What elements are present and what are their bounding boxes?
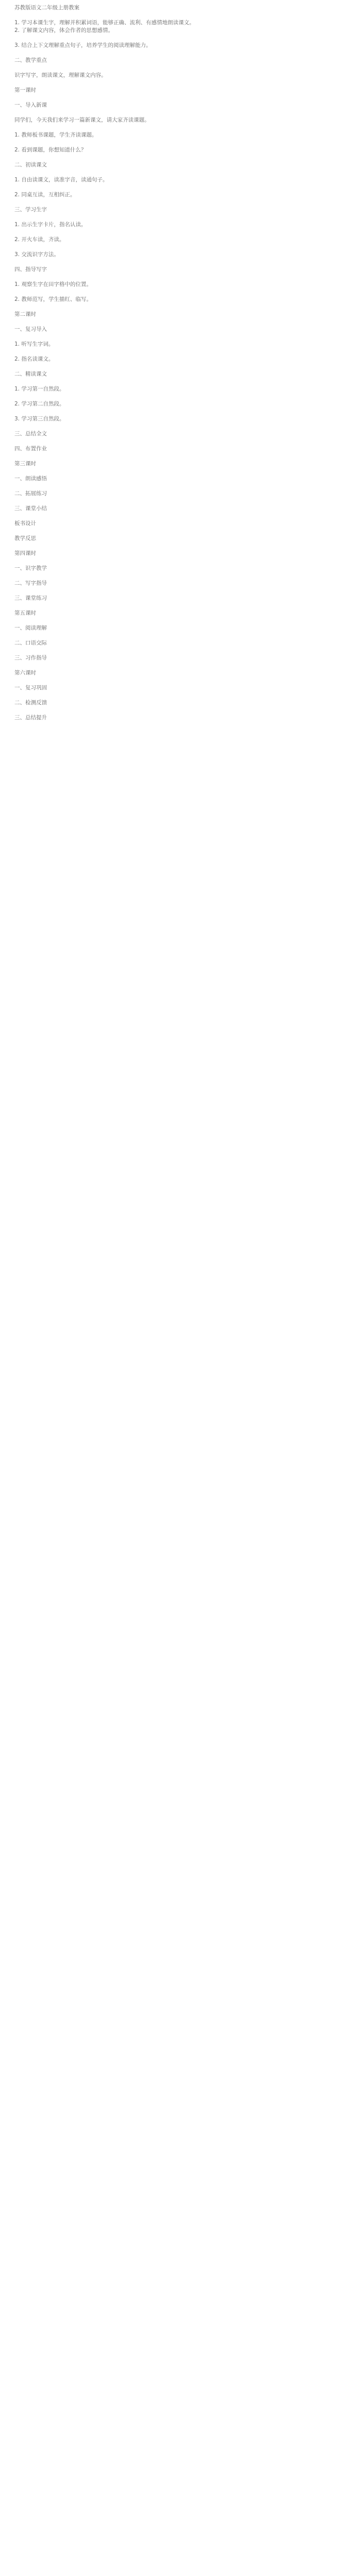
paragraph-gap: [14, 12, 324, 19]
paragraph-gap: [14, 289, 324, 296]
text-line: 一、复习导入: [14, 326, 47, 332]
text-line: 一、识字教学: [14, 565, 47, 571]
text-line: 三、习作指导: [14, 655, 47, 661]
text-line: 识字写字，朗读课文，理解课文内容。: [14, 72, 107, 78]
paragraph-gap: [14, 617, 324, 624]
paragraph-gap: [14, 274, 324, 281]
paragraph-gap: [14, 483, 324, 490]
paragraph-gap: [14, 468, 324, 475]
paragraph-gap: [14, 124, 324, 131]
text-line: 1. 学习第一自然段。: [14, 386, 65, 392]
text-line: 教学反思: [14, 535, 36, 541]
paragraph-gap: [14, 647, 324, 654]
paragraph-gap: [14, 348, 324, 355]
text-line: 二、精读课文: [14, 371, 47, 377]
paragraph-gap: [14, 64, 324, 72]
paragraph-gap: [14, 259, 324, 266]
text-line: 2. 同桌互读，互相纠正。: [14, 192, 76, 198]
paragraph-gap: [14, 79, 324, 87]
text-line: 三、课堂练习: [14, 595, 47, 601]
text-line: 3. 交流识字方法。: [14, 251, 59, 258]
text-line: 二、拓展练习: [14, 490, 47, 497]
paragraph-gap: [14, 229, 324, 236]
text-line: 苏教版语文二年级上册教案: [14, 5, 79, 11]
paragraph-gap: [14, 109, 324, 116]
paragraph-gap: [14, 333, 324, 341]
text-line: 2. 开火车读，齐读。: [14, 236, 65, 243]
text-line: 四、布置作业: [14, 446, 47, 452]
paragraph-gap: [14, 572, 324, 580]
text-line: 1. 学习本课生字，理解并积累词语，能够正确、流利、有感情地朗读课文。: [14, 20, 195, 26]
text-line: 三、课堂小结: [14, 505, 47, 512]
paragraph-gap: [14, 602, 324, 609]
text-line: 2. 教师范写，学生描红、临写。: [14, 296, 92, 302]
text-line: 三、总结提升: [14, 715, 47, 721]
paragraph-gap: [14, 453, 324, 460]
document-body: [14, 4, 324, 722]
text-line: 四、指导写字: [14, 266, 47, 273]
text-line: 1. 自由读课文，读准字音，读通句子。: [14, 177, 108, 183]
text-line: 二、写字指导: [14, 580, 47, 586]
text-line: 一、阅读理解: [14, 625, 47, 631]
text-line: 三、总结全文: [14, 431, 47, 437]
text-line: 板书设计: [14, 520, 36, 527]
paragraph-gap: [14, 587, 324, 595]
text-line: 第四课时: [14, 550, 36, 556]
paragraph-gap: [14, 94, 324, 101]
paragraph-gap: [14, 528, 324, 535]
text-line: 3. 学习第三自然段。: [14, 416, 65, 422]
text-line: 二、检测反馈: [14, 700, 47, 706]
paragraph-gap: [14, 214, 324, 221]
text-line: 一、朗读感悟: [14, 476, 47, 482]
text-line: 1. 教师板书课题，学生齐读课题。: [14, 132, 97, 138]
text-line: 二、初读课文: [14, 162, 47, 168]
text-line: 二、口语交际: [14, 640, 47, 646]
paragraph-gap: [14, 677, 324, 684]
paragraph-gap: [14, 513, 324, 520]
paragraph-gap: [14, 303, 324, 311]
paragraph-gap: [14, 378, 324, 385]
text-line: 第五课时: [14, 610, 36, 616]
text-line: 二、教学重点: [14, 57, 47, 63]
paragraph-gap: [14, 632, 324, 639]
text-line: 第六课时: [14, 670, 36, 676]
text-line: 一、复习巩固: [14, 685, 47, 691]
paragraph-gap: [14, 408, 324, 415]
text-line: 1. 观察生字在田字格中的位置。: [14, 281, 92, 287]
paragraph-gap: [14, 692, 324, 699]
paragraph-gap: [14, 154, 324, 161]
paragraph-gap: [14, 438, 324, 445]
text-line: 3. 结合上下文理解重点句子，培养学生的阅读理解能力。: [14, 42, 152, 48]
text-line: 三、学习生字: [14, 207, 47, 213]
paragraph-gap: [14, 543, 324, 550]
text-line: 2. 看到课题，你想知道什么？: [14, 147, 87, 153]
paragraph-gap: [14, 139, 324, 146]
text-line: 1. 出示生字卡片，指名认读。: [14, 222, 87, 228]
text-line: 第二课时: [14, 311, 36, 317]
paragraph-gap: [14, 423, 324, 430]
text-line: 第三课时: [14, 461, 36, 467]
text-line: 1. 听写生字词。: [14, 341, 54, 347]
text-line: 同学们，今天我们来学习一篇新课文，请大家齐读课题。: [14, 117, 150, 123]
paragraph-gap: [14, 662, 324, 669]
paragraph-gap: [14, 244, 324, 251]
paragraph-gap: [14, 707, 324, 714]
paragraph-gap: [14, 363, 324, 370]
text-line: 2. 学习第二自然段。: [14, 401, 65, 407]
paragraph-gap: [14, 557, 324, 565]
text-line: 2. 了解课文内容，体会作者的思想感情。: [14, 27, 113, 33]
paragraph-gap: [14, 35, 324, 42]
paragraph-gap: [14, 498, 324, 505]
paragraph-gap: [14, 393, 324, 400]
text-line: 2. 指名读课文。: [14, 356, 54, 362]
text-line: 一、导入新课: [14, 102, 47, 108]
paragraph-gap: [14, 199, 324, 206]
paragraph-gap: [14, 318, 324, 326]
paragraph-gap: [14, 184, 324, 191]
paragraph-gap: [14, 169, 324, 176]
paragraph-gap: [14, 49, 324, 57]
text-line: 第一课时: [14, 87, 36, 93]
